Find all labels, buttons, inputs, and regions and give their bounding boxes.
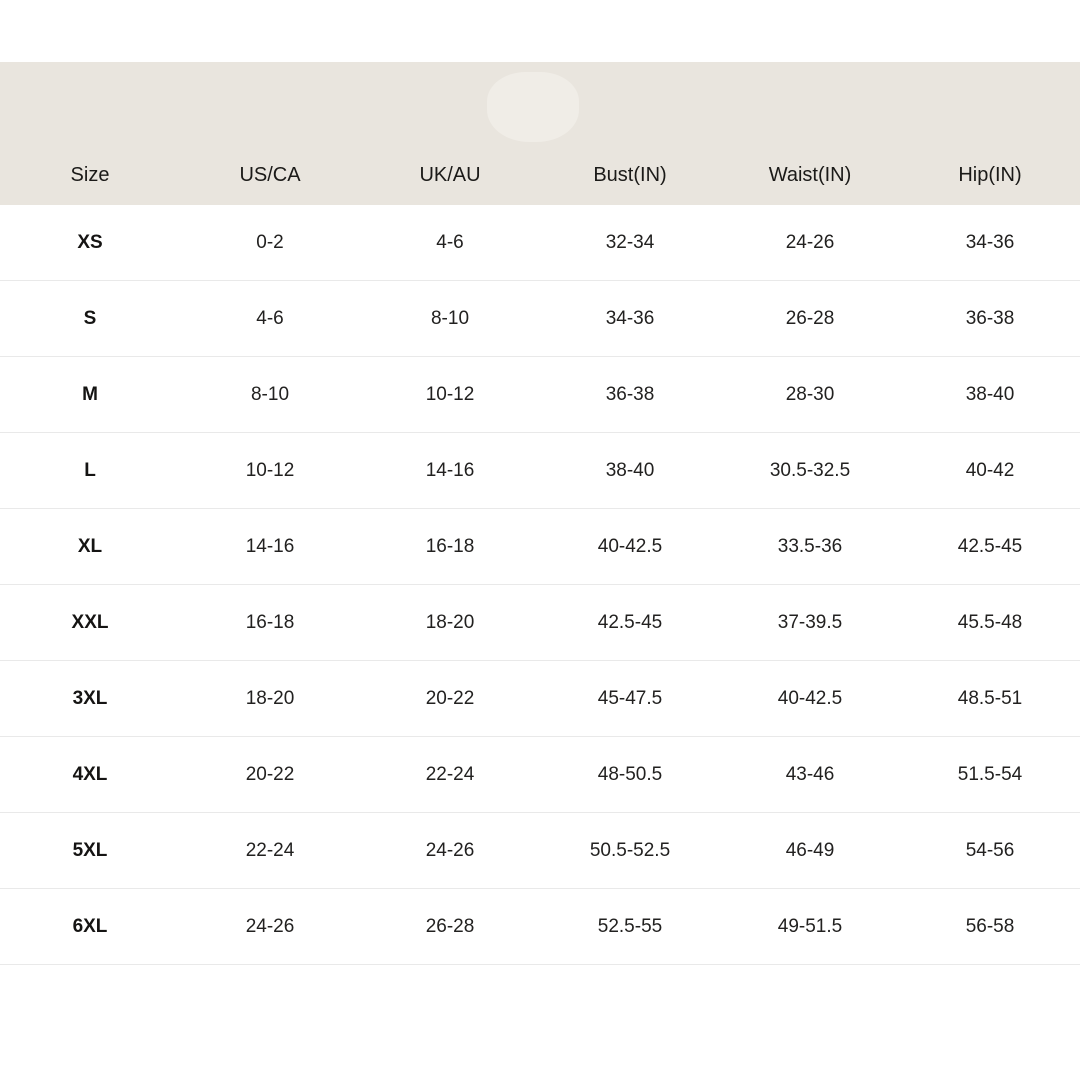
table-cell: 4-6 — [256, 307, 284, 329]
size-label: 4XL — [72, 763, 108, 785]
table-cell: 0-2 — [256, 231, 284, 253]
table-cell: 42.5-45 — [597, 611, 663, 633]
table-cell: 45-47.5 — [597, 687, 663, 709]
table-cell: 40-42 — [965, 459, 1015, 481]
table-cell: 51.5-54 — [957, 763, 1023, 785]
size-chart-header-row — [0, 164, 1080, 205]
table-cell: 52.5-55 — [597, 915, 663, 937]
table-cell: 34-36 — [605, 307, 655, 329]
table-cell: 38-40 — [965, 383, 1015, 405]
size-label: XL — [77, 535, 103, 557]
table-cell: 26-28 — [425, 915, 475, 937]
table-cell: 28-30 — [785, 383, 835, 405]
table-cell: 30.5-32.5 — [769, 459, 851, 481]
table-cell: 37-39.5 — [777, 611, 843, 633]
column-header-hip-in: Hip(IN) — [958, 164, 1022, 186]
table-cell: 34-36 — [965, 231, 1015, 253]
size-label: S — [83, 307, 97, 329]
table-cell: 38-40 — [605, 459, 655, 481]
table-row — [0, 281, 1080, 357]
table-cell: 48-50.5 — [597, 763, 663, 785]
table-cell: 40-42.5 — [777, 687, 843, 709]
column-header-us-ca: US/CA — [239, 164, 301, 186]
table-cell: 48.5-51 — [957, 687, 1023, 709]
table-cell: 43-46 — [785, 763, 835, 785]
table-cell: 4-6 — [436, 231, 464, 253]
table-cell: 10-12 — [425, 383, 475, 405]
column-header-bust-in: Bust(IN) — [593, 164, 667, 186]
table-cell: 56-58 — [965, 915, 1015, 937]
table-cell: 20-22 — [245, 763, 295, 785]
table-cell: 50.5-52.5 — [589, 839, 671, 861]
table-cell: 46-49 — [785, 839, 835, 861]
size-label: 3XL — [72, 687, 108, 709]
table-cell: 45.5-48 — [957, 611, 1023, 633]
table-cell: 49-51.5 — [777, 915, 843, 937]
table-cell: 16-18 — [425, 535, 475, 557]
table-row — [0, 737, 1080, 813]
table-row — [0, 813, 1080, 889]
table-cell: 36-38 — [965, 307, 1015, 329]
header-highlight-blob — [487, 72, 579, 142]
table-row — [0, 357, 1080, 433]
table-row — [0, 205, 1080, 281]
size-label: XS — [77, 231, 103, 253]
table-cell: 22-24 — [425, 763, 475, 785]
table-row — [0, 661, 1080, 737]
size-label: M — [82, 383, 98, 405]
table-cell: 33.5-36 — [777, 535, 843, 557]
table-cell: 14-16 — [245, 535, 295, 557]
table-cell: 22-24 — [245, 839, 295, 861]
table-cell: 14-16 — [425, 459, 475, 481]
table-cell: 18-20 — [425, 611, 475, 633]
table-cell: 8-10 — [250, 383, 290, 405]
table-row — [0, 889, 1080, 965]
table-cell: 18-20 — [245, 687, 295, 709]
column-header-size: Size — [70, 164, 110, 186]
table-cell: 24-26 — [785, 231, 835, 253]
table-cell: 54-56 — [965, 839, 1015, 861]
table-row — [0, 433, 1080, 509]
table-cell: 32-34 — [605, 231, 655, 253]
size-label: L — [84, 459, 96, 481]
table-row — [0, 585, 1080, 661]
size-label: 6XL — [72, 915, 108, 937]
table-cell: 26-28 — [785, 307, 835, 329]
column-header-uk-au: UK/AU — [419, 164, 481, 186]
size-chart-table — [0, 62, 1080, 965]
size-chart-header-band — [0, 62, 1080, 205]
size-label: 5XL — [72, 839, 108, 861]
table-cell: 36-38 — [605, 383, 655, 405]
table-cell: 24-26 — [245, 915, 295, 937]
table-cell: 40-42.5 — [597, 535, 663, 557]
table-cell: 10-12 — [245, 459, 295, 481]
table-cell: 16-18 — [245, 611, 295, 633]
table-row — [0, 509, 1080, 585]
size-chart-body — [0, 205, 1080, 965]
table-cell: 8-10 — [430, 307, 470, 329]
table-cell: 20-22 — [425, 687, 475, 709]
size-label: XXL — [71, 611, 109, 633]
column-header-waist-in: Waist(IN) — [768, 164, 852, 186]
table-cell: 24-26 — [425, 839, 475, 861]
table-cell: 42.5-45 — [957, 535, 1023, 557]
